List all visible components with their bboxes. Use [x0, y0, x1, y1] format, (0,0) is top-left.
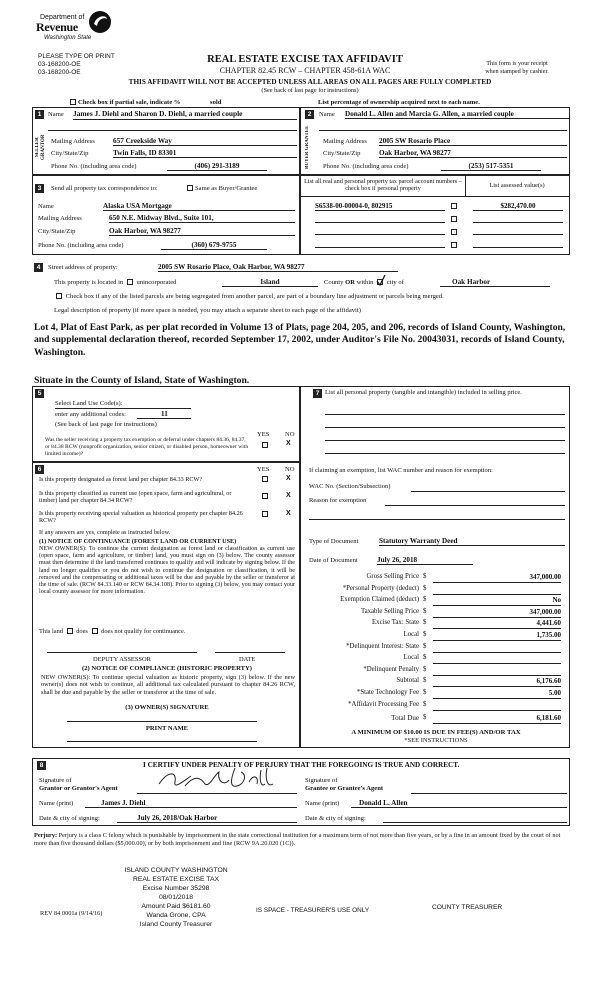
same-as-buyer-label: Same as Buyer/Grantee — [195, 185, 258, 192]
personal-line-1 — [325, 414, 565, 415]
section-number-8: 8 — [37, 761, 46, 770]
dor-swoosh-icon — [88, 10, 112, 34]
buyer-side-label: BUYER GRANTEE — [305, 125, 310, 169]
tax-row — [301, 608, 571, 619]
tax-row-label: *Affidavit Processing Fee — [348, 700, 419, 708]
print-name-line — [67, 741, 257, 742]
personal-property-label: List all personal property (tangible and intangible) included in selling price. — [325, 389, 522, 396]
deputy-assessor-label: DEPUTY ASSESSOR — [93, 656, 151, 663]
personal-line-2 — [325, 427, 565, 428]
grantor-date-city-label: Date & city of signing: — [39, 815, 100, 822]
tax-row-currency: $ — [423, 573, 427, 580]
deputy-signature-line — [47, 652, 197, 653]
tax-row — [301, 666, 571, 677]
form-code-2: 03-168200-OE — [38, 69, 81, 76]
tax-row-currency: $ — [423, 665, 427, 673]
seller-blank-line — [48, 130, 297, 131]
partial-sale-checkbox[interactable] — [70, 99, 76, 105]
tax-row-label: Local — [403, 654, 419, 662]
perjury-text: Perjury is a class C felony which is punishable by imprisonment in the state correctional institution for a maximum term of not more than five years, or by a fine in an amount fixed by the court of not more than five thousand dollars ($5,000.00), or by both imprisonment and fine (RCW 9A.20.020 (1C)). — [34, 832, 561, 847]
buyer-phone-label: Phone No. (including area code) — [323, 163, 409, 170]
tax-city[interactable]: Oak Harbor, WA 98277 — [109, 227, 295, 236]
tax-row-value[interactable]: 347,000.00 — [433, 608, 561, 618]
tax-row — [301, 689, 571, 700]
or-label: OR — [345, 279, 355, 286]
parcel-line-2 — [315, 222, 445, 223]
street-address-label: Street address of property: — [48, 264, 118, 271]
tax-row-value[interactable] — [433, 654, 561, 664]
this-land-row — [39, 628, 185, 635]
seller-phone[interactable]: (406) 291-3189 — [167, 162, 267, 171]
grantor-signature-image — [155, 764, 285, 794]
assessed-line-4 — [473, 247, 563, 248]
deputy-date-line — [215, 652, 285, 653]
notice-continuance-title: (1) NOTICE OF CONTINUANCE (FOREST LAND OR CURRENT USE) — [39, 538, 237, 545]
personal-line-4 — [325, 453, 565, 454]
grantor-name-label: Name (print) — [39, 800, 74, 807]
tax-row — [301, 596, 571, 607]
tax-city-label: City/State/Zip — [38, 228, 76, 235]
wac-label: WAC No. (Section/Subsection) — [309, 483, 391, 490]
historic-no-mark[interactable]: X — [286, 510, 291, 517]
print-name-label: PRINT NAME — [145, 725, 189, 732]
tax-row — [301, 619, 571, 630]
owner-signature-line — [67, 721, 257, 722]
tax-row-currency: $ — [423, 584, 427, 592]
parcel-divider — [465, 176, 466, 196]
grantor-sig-label-1: Signature of — [39, 777, 72, 784]
wac-line — [411, 491, 565, 492]
tax-row-value[interactable]: No — [433, 596, 561, 606]
tax-row — [301, 573, 571, 584]
tax-row-value[interactable] — [433, 585, 561, 595]
parcel-personal-checkbox-2[interactable] — [451, 216, 457, 222]
stamp-county: ISLAND COUNTY WASHINGTON — [124, 867, 228, 874]
tax-row — [301, 654, 571, 665]
see-instructions-note: *SEE INSTRUCTIONS — [404, 737, 468, 744]
stamp-tax: REAL ESTATE EXCISE TAX — [132, 876, 220, 883]
doc-date-value[interactable]: July 26, 2018 — [377, 556, 473, 565]
perjury-note — [34, 832, 570, 847]
buyer-name-label: Name — [319, 111, 335, 118]
parcel-header-rule — [301, 196, 569, 197]
grantee-name-label: Name (print) — [305, 800, 340, 807]
section-6-designation — [32, 462, 300, 748]
section-number-5: 5 — [35, 389, 44, 398]
segregated-checkbox[interactable] — [56, 293, 62, 299]
section-number-2: 2 — [305, 110, 314, 119]
tax-phone[interactable]: (360) 679-9755 — [161, 241, 267, 250]
current-use-yes-checkbox[interactable] — [262, 493, 268, 499]
tax-row-label: Taxable Selling Price — [360, 607, 419, 615]
located-in-row — [54, 279, 176, 287]
legal-description[interactable]: Lot 4, Plat of East Park, as per plat recorded in Volume 13 of Plats, page 204, 205, and 206, records of Island County, Washington, and supplemental declaration thereof, recorded September 17, 2002, under Auditor's File No. 20043031, records of Island County, Washington. — [34, 322, 566, 358]
seller-mail-label: Mailing Address — [51, 138, 95, 145]
tax-row-value[interactable]: 6,176.60 — [433, 677, 561, 687]
county-value[interactable]: Island — [222, 278, 318, 287]
see-back-line: (See back of last page for instructions) — [261, 87, 359, 94]
form-title: REAL ESTATE EXCISE TAX AFFIDAVIT — [207, 54, 403, 65]
city-of-label: city of — [386, 279, 404, 286]
unincorporated-label: unincorporated — [136, 279, 177, 286]
section5-yes-header: YES — [257, 431, 270, 438]
exemption-claim-label: If claiming an exemption, list WAC number and reason for exemption: — [309, 467, 493, 474]
tax-row-value[interactable]: 6,181.60 — [433, 714, 561, 724]
tax-row — [301, 677, 571, 688]
buyer-blank-line — [319, 130, 567, 131]
select-land-use-label: Select Land Use Code(s): — [55, 400, 191, 409]
parcel-header: List all real and personal property tax parcel account numbers – check box if personal property — [304, 178, 462, 193]
tax-row-currency: $ — [423, 607, 427, 615]
exemption-yes-checkbox[interactable] — [262, 442, 268, 448]
print-note: PLEASE TYPE OR PRINT — [38, 53, 115, 60]
within-city-checkbox[interactable] — [377, 279, 383, 285]
additional-codes[interactable]: 11 — [137, 410, 191, 419]
section5-see-back: (See back of last page for instructions) — [55, 421, 157, 428]
does-not-checkbox[interactable] — [92, 628, 98, 634]
sold-label: sold — [210, 99, 222, 106]
perjury-label: Perjury: — [34, 832, 58, 839]
additional-codes-label: enter any additional codes: — [55, 411, 126, 418]
tax-row-value[interactable]: 5.00 — [433, 689, 561, 699]
warning-line: THIS AFFIDAVIT WILL NOT BE ACCEPTED UNLESS ALL AREAS ON ALL PAGES ARE FULLY COMPLETED — [128, 78, 492, 86]
seller-name-label: Name — [48, 111, 64, 118]
stamp-date: 08/01/2018 — [158, 894, 194, 901]
receipt-note-2: when stamped by cashier. — [485, 68, 549, 75]
check-mark-icon — [376, 275, 386, 287]
county-label: County — [324, 279, 344, 286]
grantor-date-city[interactable]: July 26, 2018/Oak Harbor — [117, 814, 297, 823]
parcel-personal-checkbox-3[interactable] — [451, 229, 457, 235]
if-yes-note: If any answers are yes, complete as instructed below. — [39, 529, 171, 536]
tax-row-value[interactable] — [433, 666, 561, 676]
grantor-sig-label-2: Grantor or Grantor's Agent — [39, 785, 118, 792]
tax-row — [301, 701, 571, 712]
tax-row-value[interactable]: 4,441.60 — [433, 619, 561, 629]
tax-row-label: Gross Selling Price — [366, 573, 419, 580]
tax-mail[interactable]: 650 N.E. Midway Blvd., Suite 101, — [109, 214, 295, 223]
section-number-6: 6 — [35, 465, 44, 474]
tax-row-value[interactable] — [433, 643, 561, 653]
minimum-fee-note: A MINIMUM OF $10.00 IS DUE IN FEE(S) AND/OR TAX — [351, 729, 521, 736]
rev-form-number: REV 84 0001a (9/14/16) — [40, 910, 103, 917]
section5-no-header: NO — [285, 431, 295, 438]
unincorporated-checkbox[interactable] — [127, 279, 133, 285]
tax-phone-label: Phone No. (including area code) — [38, 242, 124, 249]
tax-row-currency: $ — [423, 642, 427, 650]
grantee-sig-label-2: Grantee or Grantee's Agent — [305, 785, 384, 792]
tax-row — [301, 631, 571, 642]
parcel-line-4 — [315, 247, 445, 248]
section-1-seller — [32, 107, 300, 175]
dor-logo-state: Washington State — [44, 35, 92, 41]
does-checkbox[interactable] — [67, 628, 73, 634]
grantor-name-print[interactable]: James J. Diehl — [85, 799, 297, 808]
reason-label: Reason for exemption — [309, 497, 367, 504]
historic-question: Is this property receiving special valuation as historical property per chapter 84.26 RCW? — [39, 510, 243, 525]
section-5-land-use — [32, 386, 300, 462]
tax-row-currency: $ — [423, 700, 427, 708]
legal-description-label: Legal description of property (if more space is needed, you may attach a separate sheet to each page of the affidavit) — [54, 307, 361, 314]
parcel-list-box — [300, 175, 570, 255]
doc-date-label: Date of Document — [309, 557, 358, 564]
buyer-mail[interactable]: 2005 SW Rosario Place — [379, 137, 567, 146]
stamp-office: Island County Treasurer — [139, 921, 213, 928]
dor-logo — [36, 12, 106, 52]
receipt-note-1: This form is your receipt — [486, 60, 548, 67]
seller-city[interactable]: Twin Falls, ID 83301 — [113, 149, 297, 158]
tax-row-currency: $ — [423, 713, 427, 721]
exemption-no-mark[interactable]: X — [286, 440, 291, 447]
segregated-label: Check box if any of the listed parcels are being segregated from another parcel, are part of a boundary line adjustment or parcels being merged. — [65, 293, 444, 300]
certify-statement: I CERTIFY UNDER PENALTY OF PERJURY THAT THE FOREGOING IS TRUE AND CORRECT. — [143, 761, 460, 769]
buyer-city-label: City/State/Zip — [323, 150, 361, 157]
tax-row-value[interactable]: 347,000.00 — [433, 573, 561, 583]
section6-no-header: NO — [285, 466, 295, 473]
tax-row — [301, 643, 571, 654]
seller-side-label: SELLER GRANTOR — [35, 134, 46, 160]
section-number-4: 4 — [34, 263, 43, 272]
tax-name-label: Name — [38, 203, 54, 210]
section-3-correspondence — [32, 175, 300, 255]
notice-compliance-text: NEW OWNER(S): To continue special valuation as historic property, sign (3) below. If the new owner(s) does not wish to continue, all additional tax calculated pursuant to chapter 84.26 RCW, shall be due and payable by the seller or transferor at the time of sale. — [41, 674, 295, 696]
notice-compliance-title: (2) NOTICE OF COMPLIANCE (HISTORIC PROPERTY) — [82, 665, 252, 672]
does-label: does — [76, 628, 88, 635]
stamp-excise-number: Excise Number 35298 — [142, 885, 210, 892]
parcel-personal-checkbox-4[interactable] — [451, 242, 457, 248]
grantee-name-print[interactable]: Donald L. Allen — [351, 799, 567, 808]
owner-signature-label: (3) OWNER(S) SIGNATURE — [125, 704, 209, 711]
forest-land-question: Is this property designated as forest land per chapter 84.33 RCW? — [39, 476, 203, 483]
reason-line-2 — [309, 519, 565, 520]
form-code-1: 03-168200-OE — [38, 61, 81, 68]
partial-sale-row — [68, 99, 221, 107]
forest-no-mark[interactable]: X — [286, 475, 291, 482]
section-number-1: 1 — [35, 110, 44, 119]
county-label-group — [324, 279, 404, 287]
tax-row-label: Exemption Claimed (deduct) — [340, 596, 419, 604]
reason-line-1 — [385, 505, 565, 506]
tax-row-label: Excise Tax: State — [372, 619, 419, 627]
section-4-property — [32, 262, 572, 318]
street-address[interactable]: 2005 SW Rosario Place, Oak Harbor, WA 98277 — [158, 263, 398, 272]
city-value[interactable]: Oak Harbor — [440, 278, 550, 287]
tax-row-currency: $ — [423, 689, 427, 696]
section6-yes-header: YES — [257, 466, 270, 473]
section-number-3: 3 — [35, 184, 44, 193]
assessed-header: List assessed value(s) — [489, 182, 545, 189]
situate-line: Situate in the County of Island, State of Washington. — [34, 375, 255, 387]
form-subtitle: CHAPTER 82.45 RCW – CHAPTER 458-61A WAC — [219, 66, 391, 75]
stamp-amount: Amount Paid $6181.60 — [141, 903, 211, 910]
tax-name[interactable]: Alaska USA Mortgage — [103, 202, 295, 211]
stamp-signer: Wanda Grone, CPA — [146, 912, 206, 919]
grantee-signature-line — [411, 793, 567, 794]
grantee-sig-label-1: Signature of — [305, 777, 338, 784]
tax-row-value[interactable] — [433, 701, 561, 711]
tax-row-label: *Personal Property (deduct) — [342, 584, 419, 592]
seller-city-label: City/State/Zip — [51, 150, 89, 157]
located-in-label: This property is located in — [54, 279, 124, 286]
section-8-certification — [32, 758, 570, 826]
tax-row-currency: $ — [423, 619, 427, 627]
tax-row-currency: $ — [423, 654, 427, 662]
list-pct-note: List percentage of ownership acquired next to each name. — [318, 99, 480, 106]
assessed-line-2 — [473, 222, 563, 223]
grantee-date-city-label: Date & city of signing: — [305, 815, 366, 822]
tax-row-label: *Delinquent Interest: State — [346, 642, 419, 650]
parcel-personal-checkbox-1[interactable] — [451, 203, 457, 209]
personal-line-3 — [325, 440, 565, 441]
section-number-7: 7 — [313, 389, 322, 398]
segregated-row — [54, 293, 564, 301]
county-treasurer-label: COUNTY TREASURER — [432, 904, 503, 911]
tax-row-label: Local — [403, 631, 419, 638]
tax-row-label: Total Due — [391, 713, 419, 722]
buyer-mail-label: Mailing Address — [323, 138, 367, 145]
doc-type-label: Type of Document — [309, 538, 359, 545]
seller-mail[interactable]: 657 Creekside Way — [113, 137, 297, 146]
tax-row-value[interactable]: 1,735.00 — [433, 631, 561, 641]
tax-row-label: *State Technology Fee — [356, 689, 419, 696]
assessed-line-3 — [473, 234, 563, 235]
tax-row-label: *Delinquent Penalty — [363, 665, 419, 673]
seller-phone-label: Phone No. (including area code) — [51, 163, 137, 170]
current-use-question: Is this property classified as current use (open space, farm and agricultural, or timber) land per chapter 84.34 RCW? — [39, 490, 232, 505]
notice-continuance-text: NEW OWNER(S): To continue the current designation as forest land or classification as current use (open space, farm and agriculture, or timber) land, you must sign on (3) below. The county assessor must then determine if the land transferred continues to qualify and will indicate by signing below. If the land no longer qualifies or you do not wish to continue the designation or classification, it will be removed and the compensating or additional taxes will be due and payable by the seller or transferor at the time of sale. (RCW 84.33.140 or RCW 84.34.108). Prior to signing (3) below, you may contact your local county assessor for more information. — [39, 546, 295, 596]
buyer-phone[interactable]: (253) 517-5351 — [441, 162, 541, 171]
forest-yes-checkbox[interactable] — [262, 476, 268, 482]
section-7-sale-details — [300, 386, 570, 748]
dor-logo-dept: Department of — [40, 14, 85, 21]
tax-row-currency: $ — [423, 677, 427, 685]
send-correspondence-label: Send all property tax correspondence to: — [51, 185, 158, 192]
tax-row-label: Subtotal — [396, 677, 419, 685]
within-label: within — [356, 279, 374, 286]
this-land-label: This land — [39, 628, 63, 635]
exemption-question: Was the seller receiving a property tax exemption or deferral under chapters 84.36, 84.37, or 84.38 RCW (nonprofit organization, senior citizen, or disabled person, homeowner with limited income)? — [45, 437, 249, 457]
partial-sale-label: Check box if partial sale, indicate % — [78, 99, 181, 106]
treasurer-stamp — [96, 866, 256, 929]
does-not-label: does not qualify for continuance. — [101, 628, 186, 635]
tax-row-currency: $ — [423, 631, 427, 638]
buyer-city[interactable]: Oak Harbor, WA 98277 — [379, 149, 567, 158]
assessed-value[interactable]: $282,470.00 — [473, 202, 563, 211]
buyer-name[interactable]: Donald L. Allen and Marcia G. Allen, a married couple — [345, 110, 569, 119]
historic-yes-checkbox[interactable] — [262, 511, 268, 517]
parcel-line-3 — [315, 234, 445, 235]
treasurer-use-only: IS SPACE - TREASURER'S USE ONLY — [256, 907, 370, 914]
parcel-number[interactable]: S6538-00-00004-0, 802915 — [315, 202, 445, 211]
seller-name[interactable]: James J. Diehl and Sharon D. Diehl, a married couple — [73, 110, 297, 120]
doc-type-value[interactable]: Statutory Warranty Deed — [379, 537, 565, 546]
dor-logo-name: Revenue — [36, 20, 78, 34]
tax-row-currency: $ — [423, 596, 427, 604]
tax-row — [301, 585, 571, 596]
deputy-date-label: DATE — [239, 656, 256, 663]
tax-row — [301, 714, 571, 725]
same-as-buyer-checkbox[interactable] — [187, 185, 193, 191]
tax-mail-label: Mailing Address — [38, 215, 82, 222]
grantee-date-city[interactable] — [383, 814, 567, 823]
same-as-buyer — [185, 185, 257, 193]
current-use-no-mark[interactable]: X — [286, 492, 291, 499]
section-2-buyer — [300, 107, 570, 175]
